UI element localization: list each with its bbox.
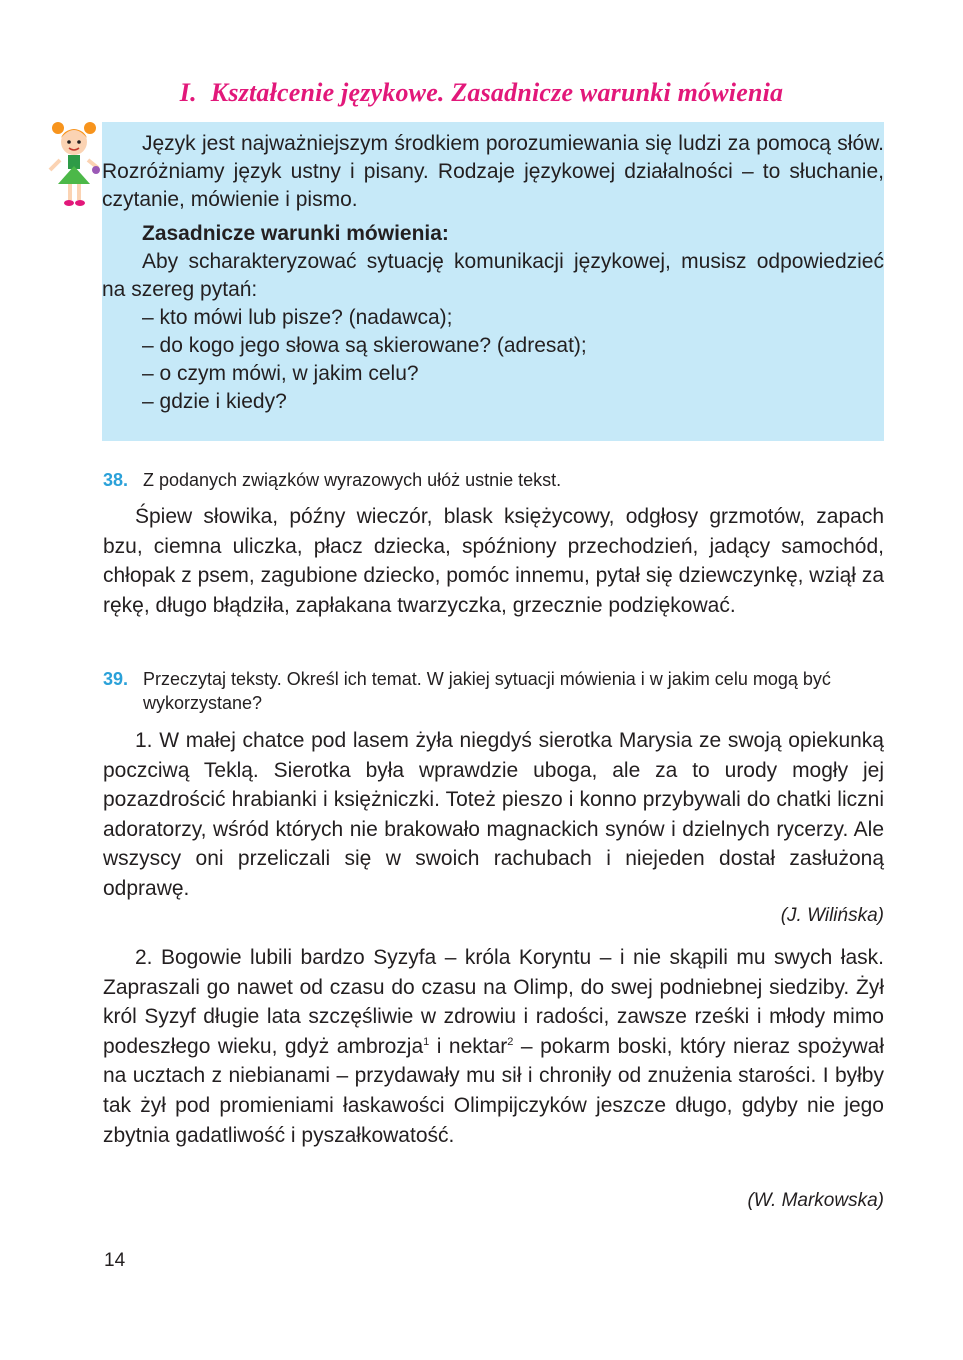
- task-38-text: [103, 502, 884, 620]
- section-title-text: Kształcenie językowe. Zasadnicze warunki mówienia: [210, 78, 784, 107]
- question-list: [102, 304, 884, 416]
- reading-text-2: [103, 943, 884, 1150]
- girl-mascot-icon: [44, 118, 104, 210]
- page-number: 14: [104, 1250, 126, 1271]
- footnote-ref-2[interactable]: 2: [507, 1035, 514, 1048]
- list-item: – do kogo jego słowa są skierowane? (adresat);: [142, 334, 587, 357]
- author-1: (J. Wilińska): [780, 905, 884, 926]
- task-number: 38.: [103, 470, 129, 490]
- rule-intro: Język jest najważniejszym środkiem porozumiewania się ludzi za pomocą słów. Rozróżniamy język ustny i pisany. Rodzaje językowej działalności – to słuchanie, czytanie, mówienie i pismo.: [102, 132, 884, 211]
- footnote-ref-1[interactable]: 1: [423, 1035, 430, 1048]
- task-38-instruction: [103, 468, 884, 492]
- rule-heading: Zasadnicze warunki mówienia:: [142, 222, 449, 245]
- list-item: – o czym mówi, w jakim celu?: [142, 362, 419, 385]
- task-instruction: Przeczytaj teksty. Określ ich temat. W jakiej sytuacji mówienia i w jakim celu mogą być wykorzystane?: [143, 669, 831, 713]
- section-title: [0, 78, 963, 108]
- passage-2-part-c: – pokarm boski, który nieraz spożywał na ucztach z niebianami – przydawały mu sił i chroniły od znużenia starości. I byłby tak żył pod promieniami łaskawości Olimpijczyków jeszcze długo, gdyby nie jego zbytnia gadatliwość i pyszałkowatość.: [103, 1034, 884, 1147]
- exercise-text: Śpiew słowika, późny wieczór, blask księżycowy, odgłosy grzmotów, zapach bzu, ciemna uliczka, płacz dziecka, spóźniony przechodzień, jadący samochód, chłopak z psem, zagubione dziecko, pomóc innemu, pytał się dziewczynkę, wziął za rękę, długo błądziła, zapłakana twarzyczka, grzecznie podziękować.: [103, 505, 884, 617]
- list-item: – kto mówi lub pisze? (nadawca);: [142, 306, 453, 329]
- passage-2-part-a: 2. Bogowie lubili bardzo Syzyfa – króla Koryntu – i nie skąpili mu swych łask. Zapraszali go nawet od czasu do czasu na Olimp, do swej podniebnej siedziby. Żył król Syzyf długie lata szczęśliwie w zdrowiu i radości, zawsze rześki i młody mimo podeszłego wieku, gdyż ambrozja: [103, 946, 884, 1058]
- task-39-instruction: [103, 667, 884, 715]
- rule-lead: Aby scharakteryzować sytuację komunikacji językowej, musisz odpowiedzieć na szereg pytań:: [102, 250, 884, 301]
- task-instruction: Z podanych związków wyrazowych ułóż ustnie tekst.: [143, 470, 562, 490]
- passage-1: 1. W małej chatce pod lasem żyła niegdyś sierotka Marysia ze swoją opiekunką poczciwą Teklą. Sierotka była wprawdzie uboga, ale za to urody mogły jej pozazdrościć hrabianki i księżniczki. Toteż pieszo i konno przybywali do chatki liczni adoratorzy, wśród których nie brakowało magnackich synów i dzielnych rycerzy. Ale wszyscy oni przeliczali się w swoich rachubach i niejeden dostał zasłużoną odprawę.: [103, 729, 884, 900]
- rule-box: [102, 122, 884, 441]
- reading-text-1: [103, 726, 884, 904]
- section-number: I.: [179, 78, 197, 107]
- list-item: – gdzie i kiedy?: [142, 390, 287, 413]
- passage-2-part-b: i nektar: [429, 1034, 508, 1058]
- task-number: 39.: [103, 669, 129, 689]
- author-2: (W. Markowska): [747, 1190, 884, 1211]
